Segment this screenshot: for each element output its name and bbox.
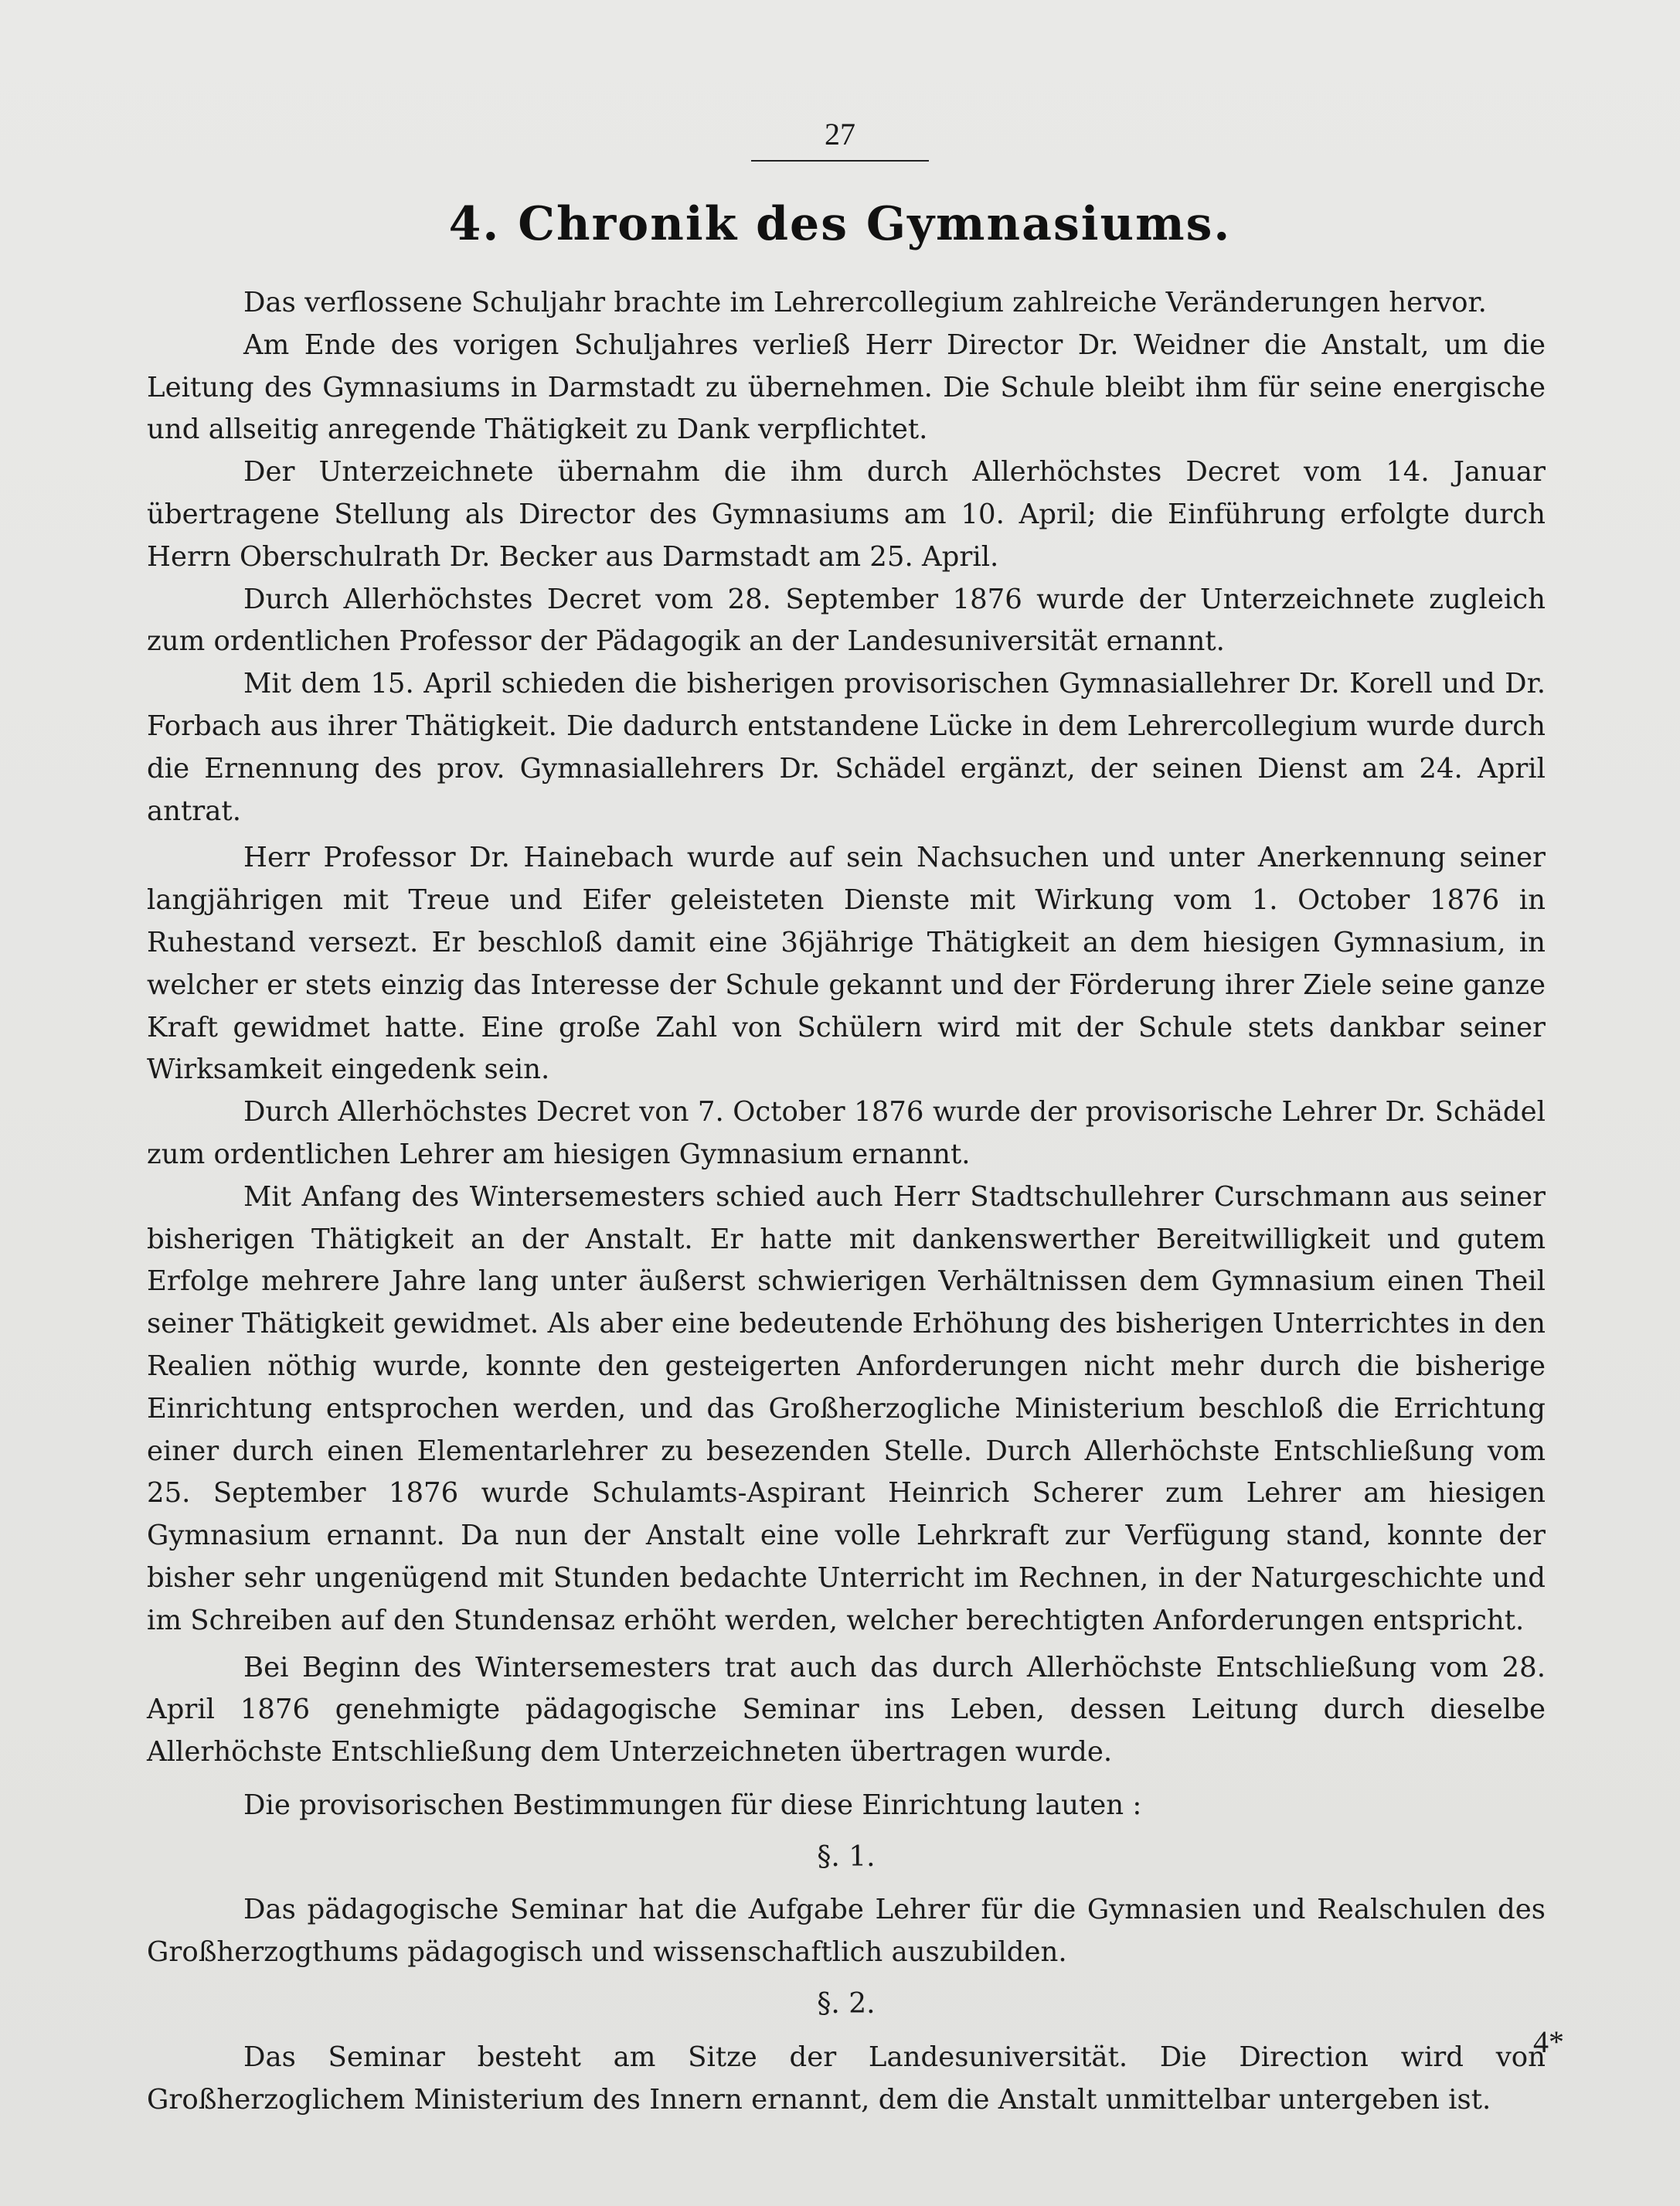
section-2-text: Das Seminar besteht am Sitze der Landesuniversität. Die Direction wird von Großherzoglichem Ministerium des Innern ernannt, dem die Anstalt unmittelbar untergeben ist.: [147, 2041, 1546, 2116]
paragraph-8: Mit Anfang des Wintersemesters schied auch Herr Stadtschullehrer Curschmann aus seiner bisherigen Thätigkeit an der Anstalt. Er hatte mit dankenswerther Bereitwilligkeit und gutem Erfolge mehrere Jahre lang unter äußerst schwierigen Verhältnissen dem Gymnasium einen Theil seiner Thätigkeit gewidmet. Als aber eine bedeutende Erhöhung des bisherigen Unterrichtes in den Realien nöthig wurde, konnte den gesteigerten Anforderungen nicht mehr durch die bisherige Einrichtung entsprochen werden, und das Großherzogliche Ministerium beschloß die Errichtung einer durch einen Elementarlehrer zu besezenden Stelle. Durch Allerhöchste Entschließung vom 25. September 1876 wurde Schulamts-Aspirant Heinrich Scherer zum Lehrer am hiesigen Gymnasium ernannt. Da nun der Anstalt eine volle Lehrkraft zur Verfügung stand, konnte der bisher sehr ungenügend mit Stunden bedachte Unterricht im Rechnen, in der Naturgeschichte und im Schreiben auf den Stundensaz erhöht werden, welcher berechtigten Anforderungen entspricht.: [147, 1180, 1546, 1636]
paragraph-4: Durch Allerhöchstes Decret vom 28. September 1876 wurde der Unterzeichnete zugleich zum ordentlichen Professor der Pädagogik an der Landesuniversität ernannt.: [147, 583, 1546, 658]
paragraph-10: Die provisorischen Bestimmungen für diese Einrichtung lauten :: [243, 1789, 1142, 1821]
paragraph-9: Bei Beginn des Wintersemesters trat auch das durch Allerhöchste Entschließung vom 28. April 1876 genehmigte pädagogische Seminar ins Leben, dessen Leitung durch dieselbe Allerhöchste Entschließung dem Unterzeichneten übertragen wurde.: [147, 1651, 1546, 1769]
section-mark-2: §. 2.: [817, 1988, 876, 2020]
page-number: 27: [825, 117, 855, 151]
paragraph-1: Das verflossene Schuljahr brachte im Lehrercollegium zahlreiche Veränderungen hervor.: [243, 287, 1487, 318]
body-text: [147, 282, 1546, 2121]
signature-mark: 4*: [1533, 2024, 1564, 2059]
section-1-text: Das pädagogische Seminar hat die Aufgabe Lehrer für die Gymnasien und Realschulen des Großherzogthums pädagogisch und wissenschaftlich auszubilden.: [147, 1894, 1546, 1969]
paragraph-5: Mit dem 15. April schieden die bisherigen provisorischen Gymnasiallehrer Dr. Korell und Dr. Forbach aus ihrer Thätigkeit. Die dadurch entstandene Lücke in dem Lehrercollegium wurde durch die Ernennung des prov. Gymnasiallehrers Dr. Schädel ergänzt, der seinen Dienst am 24. April antrat.: [147, 668, 1546, 827]
page-header: [0, 116, 1680, 162]
header-rule: [751, 160, 929, 162]
chapter-title: 4. Chronik des Gymnasiums.: [448, 197, 1232, 251]
paragraph-2: Am Ende des vorigen Schuljahres verließ Herr Director Dr. Weidner die Anstalt, um die Leitung des Gymnasiums in Darmstadt zu übernehmen. Die Schule bleibt ihm für seine energische und allseitig anregende Thätigkeit zu Dank verpflichtet.: [147, 329, 1546, 446]
paragraph-3: Der Unterzeichnete übernahm die ihm durch Allerhöchstes Decret vom 14. Januar übertragene Stellung als Director des Gymnasiums am 10. April; die Einführung erfolgte durch Herrn Oberschulrath Dr. Becker aus Darmstadt am 25. April.: [147, 456, 1546, 573]
paragraph-7: Durch Allerhöchstes Decret von 7. October 1876 wurde der provisorische Lehrer Dr. Schädel zum ordentlichen Lehrer am hiesigen Gymnasium ernannt.: [147, 1096, 1546, 1170]
section-mark-1: §. 1.: [817, 1840, 876, 1873]
paragraph-6: Herr Professor Dr. Hainebach wurde auf sein Nachsuchen und unter Anerkennung seiner langjährigen mit Treue und Eifer geleisteten Dienste mit Wirkung vom 1. October 1876 in Ruhestand versezt. Er beschloß damit eine 36jährige Thätigkeit an dem hiesigen Gymnasium, in welcher er stets einzig das Interesse der Schule gekannt und der Förderung ihrer Ziele seine ganze Kraft gewidmet hatte. Eine große Zahl von Schülern wird mit der Schule stets dankbar seiner Wirksamkeit eingedenk sein.: [147, 842, 1546, 1086]
